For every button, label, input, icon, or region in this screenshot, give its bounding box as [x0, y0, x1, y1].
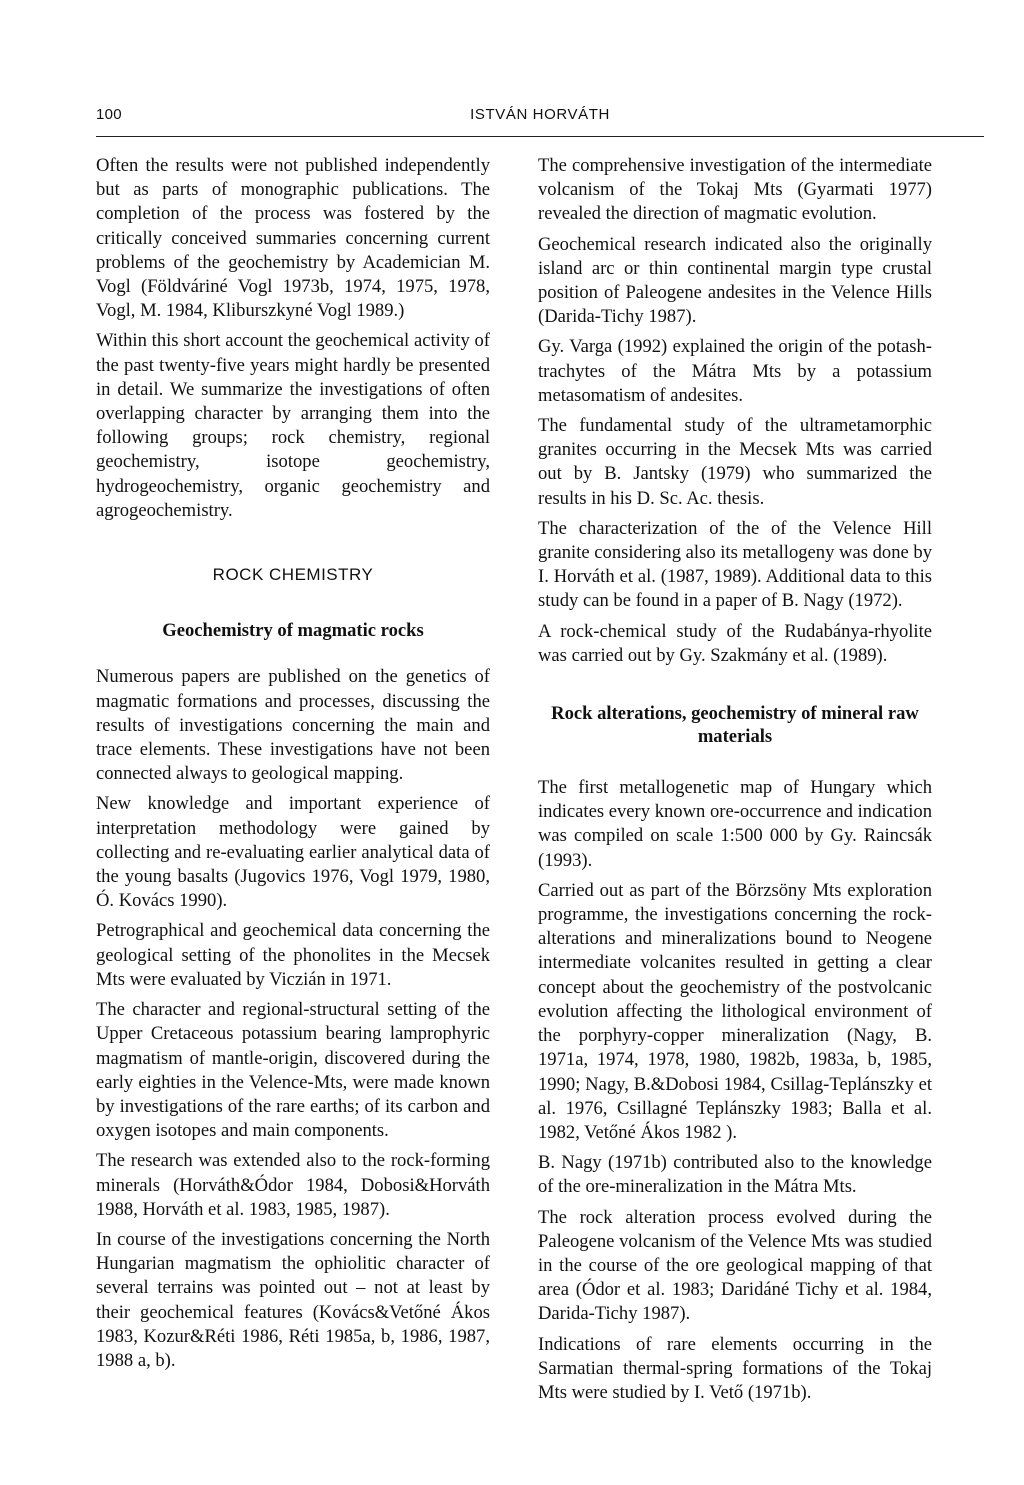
paragraph: The research was extended also to the rock-forming minerals (Horváth&Ódor 1984, Dobosi&Horváth 1988, Horváth et al. 1983, 1985, 1987). [96, 1150, 490, 1220]
right-column [538, 154, 932, 1411]
paragraph: B. Nagy (1971b) contributed also to the knowledge of the ore-mineralization in the Mátra Mts. [538, 1152, 932, 1198]
paragraph: Often the results were not published independently but as parts of monographic publications. The completion of the process was fostered by the critically conceived summaries concerning current problems of the geochemistry by Academician M. Vogl (Földváriné Vogl 1973b, 1974, 1975, 1978, Vogl, M. 1984, Kliburszkyné Vogl 1989.) [96, 155, 490, 322]
page-header [96, 104, 984, 137]
paragraph: The rock alteration process evolved during the Paleogene volcanism of the Velence Mts was studied in the course of the ore geological mapping of that area (Ódor et al. 1983; Daridáné Tichy et al. 1984, Darida-Tichy 1987). [538, 1206, 932, 1325]
paragraph: The character and regional-structural setting of the Upper Cretaceous potassium bearing lamprophyric magmatism of mantle-origin, discovered during the early eighties in the Velence-Mts, were made known by investigations of the rare earths; of its carbon and oxygen isotopes and main components. [96, 999, 490, 1142]
paragraph: Petrographical and geochemical data concerning the geological setting of the phonolites in the Mecsek Mts were evaluated by Viczián in 1971. [96, 920, 490, 990]
paragraph: In course of the investigations concerning the North Hungarian magmatism the ophiolitic character of several terrains was pointed out – not at least by their geochemical features (Kovács&Vetőné Ákos 1983, Kozur&Réti 1986, Réti 1985a, b, 1986, 1987, 1988 a, b). [96, 1228, 490, 1371]
paragraph: Within this short account the geochemical activity of the past twenty-five years might hardly be presented in detail. We summarize the investigations of often overlapping character by arranging them into the following groups; rock chemistry, regional geochemistry, isotope geochemistry, hydrogeochemistry, organic geochemistry and agrogeochemistry. [96, 330, 490, 521]
paragraph: A rock-chemical study of the Rudabánya-rhyolite was carried out by Gy. Szakmány et al. (1989). [538, 620, 932, 666]
paragraph: Numerous papers are published on the genetics of magmatic formations and processes, discussing the results of investigations concerning the main and trace elements. These investigations have not been connected always to geological mapping. [96, 666, 490, 785]
paragraph: Indications of rare elements occurring in the Sarmatian thermal-spring formations of the Tokaj Mts were studied by I. Vető (1971b). [538, 1333, 932, 1403]
running-head-author: ISTVÁN HORVÁTH [470, 106, 610, 123]
paragraph: Carried out as part of the Börzsöny Mts exploration programme, the investigations concerning the rock-alterations and mineralizations bound to Neogene intermediate volcanites resulted in getting a clear concept about the geochemistry of the postvolcanic evolution affecting the lithological environment of the porphyry-copper mineralization (Nagy, B. 1971a, 1974, 1978, 1980, 1982b, 1983a, b, 1985, 1990; Nagy, B.&Dobosi 1984, Csillag-Teplánszky et al. 1976, Csillagné Teplánszky 1983; Balla et al. 1982, Vetőné Ákos 1982 ). [538, 879, 932, 1143]
subsection-title-rock-alterations: Rock alterations, geochemistry of mineral raw materials [551, 703, 919, 748]
page-number: 100 [96, 106, 122, 123]
paragraph: The comprehensive investigation of the intermediate volcanism of the Tokaj Mts (Gyarmati 1977) revealed the direction of magmatic evolution. [538, 155, 932, 225]
paragraph: New knowledge and important experience of interpretation methodology were gained by collecting and re-evaluating earlier analytical data of the young basalts (Jugovics 1976, Vogl 1979, 1980, Ó. Kovács 1990). [96, 793, 490, 912]
subsection-title-magmatic-rocks: Geochemistry of magmatic rocks [162, 620, 424, 642]
paragraph: The first metallogenetic map of Hungary which indicates every known ore-occurrence and indication was compiled on scale 1:500 000 by Gy. Raincsák (1993). [538, 777, 932, 871]
left-column [96, 154, 490, 1379]
paragraph: The fundamental study of the ultrametamorphic granites occurring in the Mecsek Mts was carried out by B. Jantsky (1979) who summarized the results in his D. Sc. Ac. thesis. [538, 415, 932, 509]
paragraph: Gy. Varga (1992) explained the origin of the potash-trachytes of the Mátra Mts by a potassium metasomatism of andesites. [538, 336, 932, 406]
section-title-rock-chemistry: ROCK CHEMISTRY [212, 565, 374, 585]
paragraph: The characterization of the of the Velence Hill granite considering also its metallogeny was done by I. Horváth et al. (1987, 1989). Additional data to this study can be found in a paper of B. Nagy (1972). [538, 517, 932, 612]
paragraph: Geochemical research indicated also the originally island arc or thin continental margin type crustal position of Paleogene andesites in the Velence Hills (Darida-Tichy 1987). [538, 233, 932, 328]
